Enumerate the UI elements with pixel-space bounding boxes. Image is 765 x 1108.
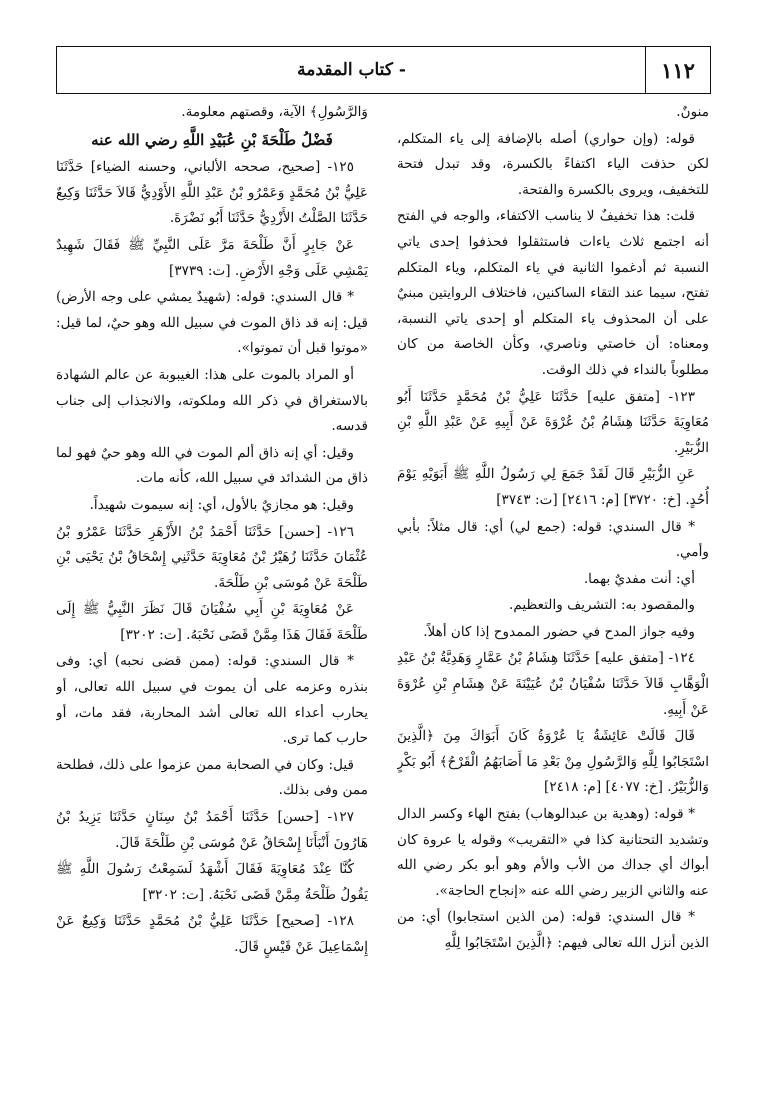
left-paragraph: ١٢٨- [صحيح] حَدَّثَنَا عَلِيُّ بْنُ مُحَمَّدٍ حَدَّثَنَا وَكِيعٌ عَنْ إِسْمَاعِيلَ عَنْ قَيْسٍ قَالَ. <box>56 913 368 955</box>
section-heading: فَضْلُ طَلْحَةَ بْنِ عُبَيْدِ اللَّهِ رضي الله عنه <box>91 130 333 149</box>
left-paragraph: وَالرَّسُولِ﴾ الآية، وقصتهم معلومة. <box>181 104 368 120</box>
left-paragraph: ١٢٥- [صحيح، صححه الألباني، وحسنه الضياء] حَدَّثَنَا عَلِيُّ بْنُ مُحَمَّدٍ وَعَمْرُو بْنُ عَبْدِ اللَّهِ الأَوْدِيُّ قَالاَ حَدَّثَنَا وَكِيعٌ حَدَّثَنَا الصَّلْتُ الأَزْدِيُّ حَدَّثَنَا أَبُو نَضْرَةَ. <box>56 159 368 227</box>
right-paragraph: قوله: (وإن حواري) أصله بالإضافة إلى ياء المتكلم، لكن حذفت الياء اكتفاءً بالكسرة، وقد تبدل فتحة للتخفيف، ويروى بالكسرة والفتحة. <box>397 130 709 198</box>
page-number: ١١٢ <box>645 47 710 93</box>
right-paragraph: * قال السندي: قوله: (من الذين استجابوا) أي: من الذين أنزل الله تعالى فيهم: ﴿الَّذِينَ اسْتَجَابُوا لِلَّهِ <box>397 909 709 951</box>
left-paragraph: عَنْ جَابِرٍ أَنَّ طَلْحَةَ مَرَّ عَلَى النَّبِيِّ ﷺ فَقَالَ شَهِيدٌ يَمْشِي عَلَى وَجْهِ الأَرْضِ. [ت: ٣٧٣٩] <box>56 236 368 279</box>
right-paragraph: ١٢٤- [متفق عليه] حَدَّثَنَا هِشَامُ بْنُ عَمَّارٍ وَهَدِيَّةُ بْنُ عَبْدِ الْوَهَّابِ قَالاَ حَدَّثَنَا سُفْيَانُ بْنُ عُيَيْنَةَ عَنْ هِشَامِ بْنِ عُرْوَةَ عَنْ أَبِيهِ. <box>397 650 709 718</box>
right-column <box>397 100 709 1100</box>
left-paragraph: ١٢٧- [حسن] حَدَّثَنَا أَحْمَدُ بْنُ سِنَانٍ حَدَّثَنَا يَزِيدُ بْنُ هَارُونَ أَنْبَأَنَا إِسْحَاقُ عَنْ مُوسَى بْنِ طَلْحَةَ قَالَ. <box>56 809 368 851</box>
right-paragraph: عَنِ الزُّبَيْرِ قَالَ لَقَدْ جَمَعَ لِي رَسُولُ اللَّهِ ﷺ أَبَوَيْهِ يَوْمَ أُحُدٍ. [خ: ٣٧٢٠] [م: ٢٤١٦] [ت: ٣٧٤٣] <box>397 466 709 508</box>
left-column <box>56 100 368 1100</box>
right-paragraph: * قوله: (وهدية بن عبدالوهاب) بفتح الهاء وكسر الدال وتشديد التحتانية كذا في «التقريب» وقوله يا عروة كان أبواك أي جداك من الأب والأم وهو أبو بكر رضي الله عنه والثاني الزبير رضي الله عنه «إنجاح الحاجة». <box>397 806 709 899</box>
right-paragraph: * قال السندي: قوله: (جمع لي) أي: قال مثلاً: بأبي وأمي. <box>397 518 709 561</box>
right-paragraph: وفيه جواز المدح في حضور الممدوح إذا كان أهلاً. <box>423 623 695 640</box>
page-header-frame <box>56 46 711 94</box>
left-paragraph: وقيل: أي إنه ذاق ألم الموت في الله وهو حيٌ فهو لما ذاق من الشدائد في سبيل الله، كأنه مات. <box>56 444 368 487</box>
right-paragraph: والمقصود به: التشريف والتعظيم. <box>509 597 695 614</box>
left-paragraph: قيل: وكان في الصحابة ممن عزموا على ذلك، فطلحة ممن وفى بذلك. <box>56 756 368 799</box>
right-paragraph: أي: أنت مفديٌ بهما. <box>583 570 695 587</box>
right-paragraph: قَالَ قَالَتْ عَائِشَةُ يَا عُرْوَةُ كَانَ أَبَوَاكَ مِنَ ﴿الَّذِينَ اسْتَجَابُوا لِلَّهِ وَالرَّسُولِ مِنْ بَعْدِ مَا أَصَابَهُمُ الْقَرْحُ﴾ أَبُو بَكْرٍ وَالزُّبَيْرُ. [خ: ٤٠٧٧] [م: ٢٤١٨] <box>397 728 709 796</box>
left-paragraph: وقيل: هو مجازيٌ بالأول، أي: إنه سيموت شهيداً. <box>89 496 354 513</box>
left-paragraph: * قال السندي: قوله: (شهيدٌ يمشي على وجه الأرض) قيل: إنه قد ذاق الموت في سبيل الله وهو حيٌ، لما قيل: «موتوا قبل أن تموتوا». <box>56 289 368 357</box>
left-paragraph: * قال السندي: قوله: (ممن قضى نحبه) أي: وفى بنذره وعزمه على أن يموت في سبيل الله تعالى، أو يحارب أعداء الله تعالى أشد المحاربة، فقد مات، أو حارب كما ترى. <box>56 653 368 747</box>
right-paragraph: منونٌ. <box>676 104 709 120</box>
right-paragraph: قلت: هذا تخفيفٌ لا يناسب الاكتفاء، والوجه في الفتح أنه اجتمع ثلاث ياءات فاستثقلوا فحذفوا إحدى ياتي النسبة ثم أدغموا الثانية في ياء المتكلم، وياء المتكلم تفتح، سيما عند التقاء الساكنين، فاختلاف الروايتين مبنيٌ على أن المحذوف ياء المتكلم أو إحدى ياتي النسبة، ومعناه: أن خاصتي وناصري، وكأن الخاصة من كان مطلوباً بالنداء في ذلك الوقت. <box>397 208 709 378</box>
left-paragraph: كُنَّا عِنْدَ مُعَاوِيَةَ فَقَالَ أَشْهَدُ لَسَمِعْتُ رَسُولَ اللَّهِ ﷺ يَقُولُ طَلْحَةُ مِمَّنْ قَضَى نَحْبَهُ. [ت: ٣٢٠٢] <box>56 861 368 903</box>
right-paragraph: ١٢٣- [متفق عليه] حَدَّثَنَا عَلِيُّ بْنُ مُحَمَّدٍ حَدَّثَنَا أَبُو مُعَاوِيَةَ حَدَّثَنَا هِشَامُ بْنُ عُرْوَةَ عَنْ أَبِيهِ عَنْ عَبْدِ اللَّهِ بْنِ الزُّبَيْرِ. <box>397 388 709 456</box>
running-title: - كتاب المقدمة <box>297 60 406 80</box>
left-paragraph: عَنْ مُعَاوِيَةَ بْنِ أَبِي سُفْيَانَ قَالَ نَظَرَ النَّبِيُّ ﷺ إِلَى طَلْحَةَ فَقَالَ هَذَا مِمَّنْ قَضَى نَحْبَهُ. [ت: ٣٢٠٢] <box>56 601 368 643</box>
left-paragraph: أو المراد بالموت على هذا: الغيبوبة عن عالم الشهادة بالاستغراق في ذكر الله وملكوته، والانجذاب إلى جناب قدسه. <box>56 366 368 435</box>
left-paragraph: ١٢٦- [حسن] حَدَّثَنَا أَحْمَدُ بْنُ الأَزْهَرِ حَدَّثَنَا عَمْرُو بْنُ عُثْمَانَ حَدَّثَنَا زُهَيْرُ بْنُ مُعَاوِيَةَ حَدَّثَنِي إِسْحَاقُ بْنُ يَحْيَى بْنِ طَلْحَةَ عَنْ مُوسَى بْنِ طَلْحَةَ. <box>56 523 368 591</box>
